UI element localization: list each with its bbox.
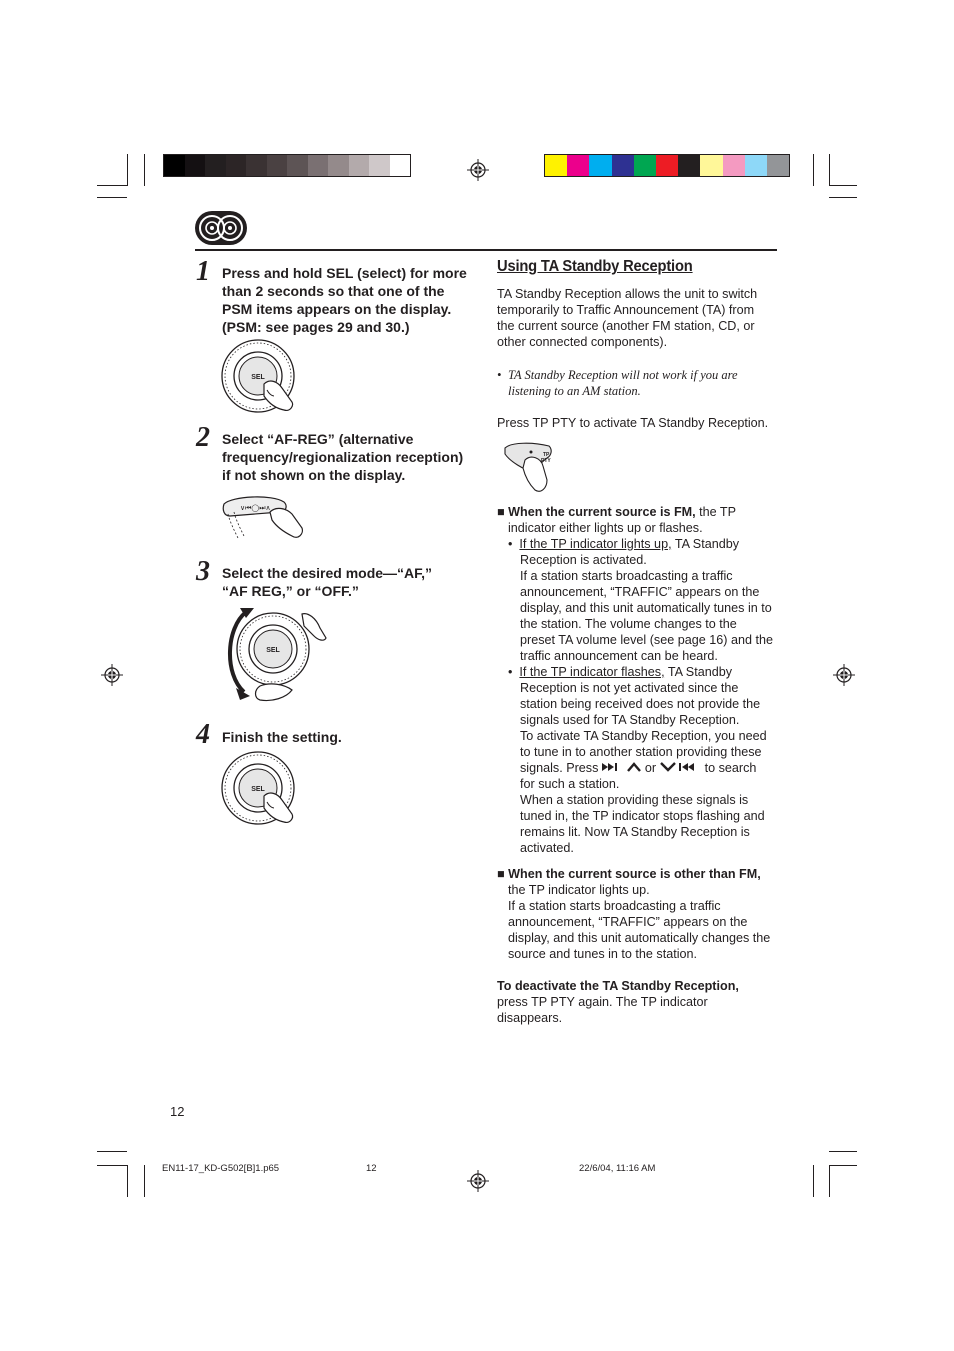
color-swatch bbox=[164, 155, 185, 176]
svg-text:SEL: SEL bbox=[266, 647, 280, 654]
step-4-text: Finish the setting. bbox=[222, 729, 342, 745]
step-3-text: Select the desired mode—“AF,” “AF REG,” or “OFF.” bbox=[222, 565, 433, 599]
color-swatch bbox=[678, 155, 700, 176]
color-swatch bbox=[612, 155, 634, 176]
color-swatch bbox=[745, 155, 767, 176]
color-swatch bbox=[767, 155, 789, 176]
registration-mark-icon bbox=[833, 664, 855, 686]
crop-mark bbox=[97, 185, 127, 186]
sel-button-press-icon bbox=[220, 338, 302, 414]
color-swatch bbox=[369, 155, 390, 176]
crop-mark bbox=[97, 1151, 127, 1152]
svg-text:SEL: SEL bbox=[251, 786, 265, 793]
color-swatch bbox=[723, 155, 745, 176]
crop-mark bbox=[144, 154, 145, 186]
down-arrow-icon bbox=[660, 762, 676, 772]
step-2-number: 2 bbox=[196, 422, 210, 453]
color-swatch bbox=[656, 155, 678, 176]
color-swatch bbox=[700, 155, 722, 176]
footer-date: 22/6/04, 11:16 AM bbox=[579, 1163, 656, 1174]
sel-button-press-icon bbox=[220, 750, 302, 828]
step-3-number: 3 bbox=[196, 556, 210, 587]
process-color-bar bbox=[544, 154, 790, 177]
svg-text:SEL: SEL bbox=[251, 374, 265, 381]
deactivate-section: To deactivate the TA Standby Reception, press TP PTY again. The TP indicator disappears. bbox=[497, 979, 739, 1025]
page-number: 12 bbox=[170, 1104, 185, 1119]
color-swatch bbox=[246, 155, 267, 176]
color-swatch bbox=[226, 155, 247, 176]
crop-mark bbox=[829, 1165, 857, 1166]
color-swatch bbox=[634, 155, 656, 176]
color-swatch bbox=[185, 155, 206, 176]
step-1-number: 1 bbox=[196, 256, 210, 287]
color-swatch bbox=[287, 155, 308, 176]
crop-mark bbox=[829, 1165, 830, 1197]
crop-mark bbox=[127, 154, 128, 186]
up-arrow-icon bbox=[627, 762, 641, 772]
color-swatch bbox=[349, 155, 370, 176]
previous-track-icon bbox=[679, 762, 701, 772]
color-swatch bbox=[308, 155, 329, 176]
radio-waves-logo-icon bbox=[195, 211, 247, 245]
color-swatch bbox=[589, 155, 611, 176]
step-4-number: 4 bbox=[196, 719, 210, 750]
crop-mark bbox=[813, 154, 814, 186]
svg-text:∨⏮◯⏭∧: ∨⏮◯⏭∧ bbox=[240, 504, 271, 512]
crop-mark bbox=[813, 1165, 814, 1197]
header-rule bbox=[195, 249, 777, 251]
press-instruction: Press TP PTY to activate TA Standby Reception. bbox=[497, 416, 769, 430]
sel-dial-rotate-icon bbox=[220, 604, 330, 708]
step-1-text: Press and hold SEL (select) for more than 2 seconds so that one of the PSM items appears on the display. (PSM: see pages 29 and 30.) bbox=[222, 265, 467, 335]
next-track-icon bbox=[602, 762, 624, 772]
fm-section: ■ When the current source is FM, the TP indicator either lights up or flashes. • If the TP indicator lights up, TA Standby Reception is activated. If a station starts broadcasting a traffic announcement, “TRAFFIC” appears on the display, and this unit automatically tunes in to the station. The volume changes to the preset TA volume level (see page 16) and the traffic announcement can be heard. • If the TP indicator flashes, TA Standby Reception is not yet activated since the station being received does not provide the signals used for TA Standby Reception. To activate TA Standby Reception, you need to tune in to another station providing these signals. Press or to search for such a station. When a station providing these signals is tuned in, the TP indicator stops flashing and remains lit. Now TA Standby Reception is activated. bbox=[497, 505, 773, 855]
svg-text:TP: TP bbox=[543, 452, 550, 458]
color-swatch bbox=[205, 155, 226, 176]
color-swatch bbox=[390, 155, 411, 176]
crop-mark bbox=[127, 1165, 128, 1197]
tp-pty-button-press-icon bbox=[503, 440, 565, 496]
up-down-button-press-icon bbox=[222, 490, 312, 546]
color-swatch bbox=[545, 155, 567, 176]
grayscale-color-bar bbox=[163, 154, 411, 177]
color-swatch bbox=[567, 155, 589, 176]
svg-text:PTY: PTY bbox=[541, 458, 551, 464]
registration-mark-icon bbox=[101, 664, 123, 686]
step-2-text: Select “AF-REG” (alternative frequency/regionalization reception) if not shown on the display. bbox=[222, 431, 464, 483]
crop-mark bbox=[144, 1165, 145, 1197]
section-title: Using TA Standby Reception bbox=[497, 258, 693, 275]
footer-page: 12 bbox=[366, 1163, 377, 1174]
note-italic: • TA Standby Reception will not work if you are listening to an AM station. bbox=[497, 368, 738, 398]
crop-mark bbox=[97, 1165, 127, 1166]
footer-filename: EN11-17_KD-G502[B]1.p65 bbox=[162, 1163, 280, 1174]
crop-mark bbox=[97, 197, 127, 198]
crop-mark bbox=[829, 1151, 857, 1152]
crop-mark bbox=[829, 154, 830, 186]
crop-mark bbox=[829, 185, 857, 186]
intro-paragraph: TA Standby Reception allows the unit to switch temporarily to Traffic Announcement (TA) from the current source (another FM station, CD, or other connected components). bbox=[497, 287, 758, 349]
registration-mark-icon bbox=[467, 159, 489, 181]
color-swatch bbox=[267, 155, 288, 176]
color-swatch bbox=[328, 155, 349, 176]
crop-mark bbox=[829, 197, 857, 198]
registration-mark-icon bbox=[467, 1170, 489, 1192]
other-source-section: ■ When the current source is other than FM, the TP indicator lights up. If a station starts broadcasting a traffic announcement, “TRAFFIC” appears on the display, and this unit automatically changes the source and tunes in to the station. bbox=[497, 867, 771, 961]
